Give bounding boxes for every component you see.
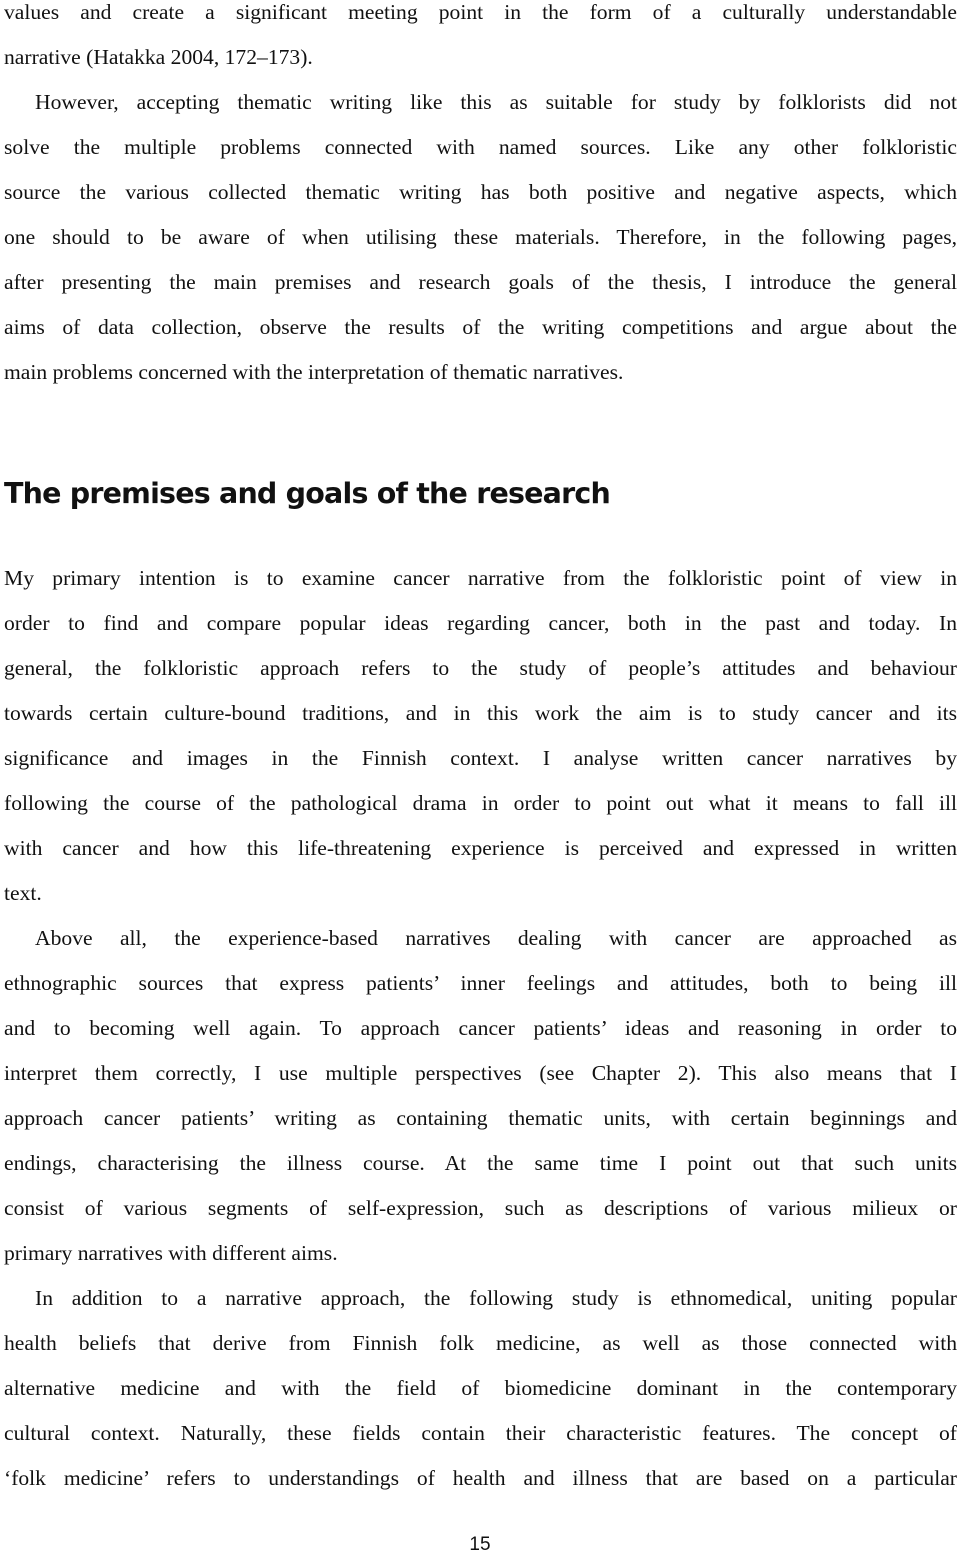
text-line: one should to be aware of when utilising these materials. Therefore, in the following pages, <box>4 225 957 249</box>
text-line: interpret them correctly, I use multiple perspectives (see Chapter 2). This also means that I <box>4 1061 957 1085</box>
text-line: solve the multiple problems connected with named sources. Like any other folkloristic <box>4 135 957 159</box>
text-line: general, the folkloristic approach refers to the study of people’s attitudes and behaviour <box>4 656 957 680</box>
text-line: Above all, the experience-based narratives dealing with cancer are approached as <box>35 926 957 950</box>
text-line: after presenting the main premises and research goals of the thesis, I introduce the general <box>4 270 957 294</box>
text-line: narrative (Hatakka 2004, 172–173). <box>4 45 313 69</box>
text-line: endings, characterising the illness course. At the same time I point out that such units <box>4 1151 957 1175</box>
text-line: main problems concerned with the interpretation of thematic narratives. <box>4 360 624 384</box>
text-line: ‘folk medicine’ refers to understandings of health and illness that are based on a particular <box>4 1466 957 1490</box>
text-line: alternative medicine and with the field of biomedicine dominant in the contemporary <box>4 1376 957 1400</box>
text-line: ethnographic sources that express patients’ inner feelings and attitudes, both to being ill <box>4 971 957 995</box>
text-line: values and create a significant meeting point in the form of a culturally understandable <box>4 0 957 24</box>
page-number: 15 <box>469 1534 491 1555</box>
text-line: following the course of the pathological drama in order to point out what it means to fall ill <box>4 791 957 815</box>
text-line: consist of various segments of self-expression, such as descriptions of various milieux or <box>4 1196 957 1220</box>
text-line: However, accepting thematic writing like this as suitable for study by folklorists did not <box>35 90 957 114</box>
text-line: health beliefs that derive from Finnish folk medicine, as well as those connected with <box>4 1331 957 1355</box>
text-line: My primary intention is to examine cancer narrative from the folkloristic point of view in <box>4 566 957 590</box>
text-line: significance and images in the Finnish context. I analyse written cancer narratives by <box>4 746 957 770</box>
text-line: text. <box>4 881 42 905</box>
text-line: order to find and compare popular ideas regarding cancer, both in the past and today. In <box>4 611 957 635</box>
text-line: approach cancer patients’ writing as containing thematic units, with certain beginnings and <box>4 1106 957 1130</box>
text-line: cultural context. Naturally, these fields contain their characteristic features. The concept of <box>4 1421 957 1445</box>
section-heading: The premises and goals of the research <box>4 477 610 510</box>
text-line: and to becoming well again. To approach cancer patients’ ideas and reasoning in order to <box>4 1016 957 1040</box>
text-line: source the various collected thematic writing has both positive and negative aspects, which <box>4 180 957 204</box>
text-line: aims of data collection, observe the results of the writing competitions and argue about the <box>4 315 957 339</box>
text-line: primary narratives with different aims. <box>4 1241 338 1265</box>
text-line: with cancer and how this life-threatening experience is perceived and expressed in written <box>4 836 957 860</box>
text-line: In addition to a narrative approach, the following study is ethnomedical, uniting popular <box>35 1286 957 1310</box>
text-line: towards certain culture-bound traditions, and in this work the aim is to study cancer and its <box>4 701 957 725</box>
